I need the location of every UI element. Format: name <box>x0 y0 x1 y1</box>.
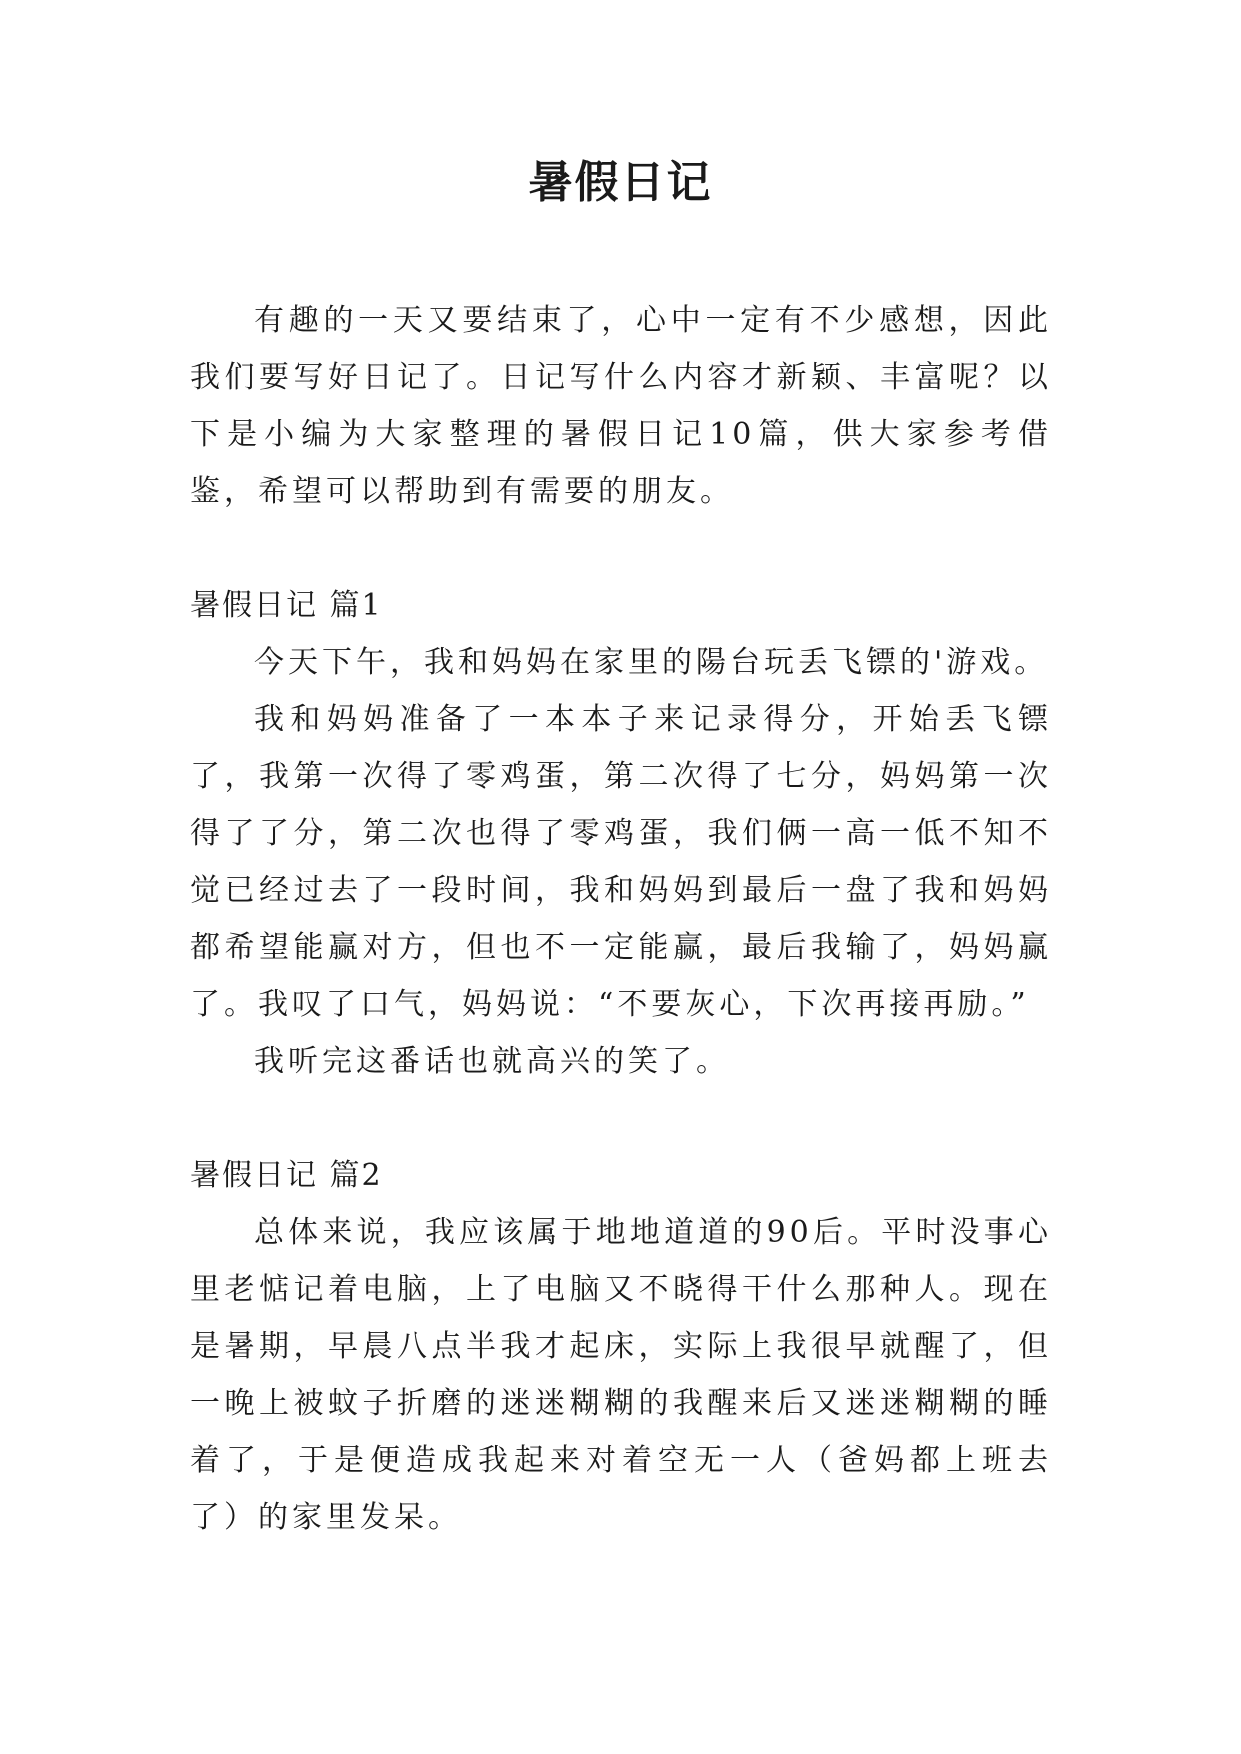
entry-paragraph: 我听完这番话也就高兴的笑了。 <box>254 1044 730 1079</box>
entry-paragraph: 今天下午，我和妈妈在家里的陽台玩丢飞镖的'游戏。 <box>254 645 1049 680</box>
intro-paragraph: 有趣的一天又要结束了，心中一定有不少感想，因此我们要写好日记了。日记写什么内容才新颖、丰富呢？以下是小编为大家整理的暑假日记10篇，供大家参考借鉴，希望可以帮助到有需要的朋友。 <box>190 303 1052 509</box>
document-title: 暑假日记 <box>528 157 713 208</box>
section-gap <box>190 1090 1052 1147</box>
entry-heading: 暑假日记 篇1 <box>190 588 383 623</box>
section-gap <box>190 520 1052 577</box>
diary-entry-1 <box>190 577 1052 1090</box>
entry-paragraph: 我和妈妈准备了一本本子来记录得分，开始丢飞镖了，我第一次得了零鸡蛋，第二次得了七分，妈妈第一次得了了分，第二次也得了零鸡蛋，我们俩一高一低不知不觉已经过去了一段时间，我和妈妈到最后一盘了我和妈妈都希望能赢对方，但也不一定能赢，最后我输了，妈妈赢了。我叹了口气，妈妈说：“不要灰心，下次再接再励。” <box>190 702 1052 1022</box>
document-body <box>190 292 1052 1546</box>
entry-paragraph: 总体来说，我应该属于地地道道的90后。平时没事心里老惦记着电脑，上了电脑又不晓得干什么那种人。现在是暑期，早晨八点半我才起床，实际上我很早就醒了，但一晚上被蚊子折磨的迷迷糊糊的我醒来后又迷迷糊糊的睡着了，于是便造成我起来对着空无一人（爸妈都上班去了）的家里发呆。 <box>190 1215 1052 1535</box>
entry-heading: 暑假日记 篇2 <box>190 1158 383 1193</box>
diary-entry-2 <box>190 1147 1052 1546</box>
